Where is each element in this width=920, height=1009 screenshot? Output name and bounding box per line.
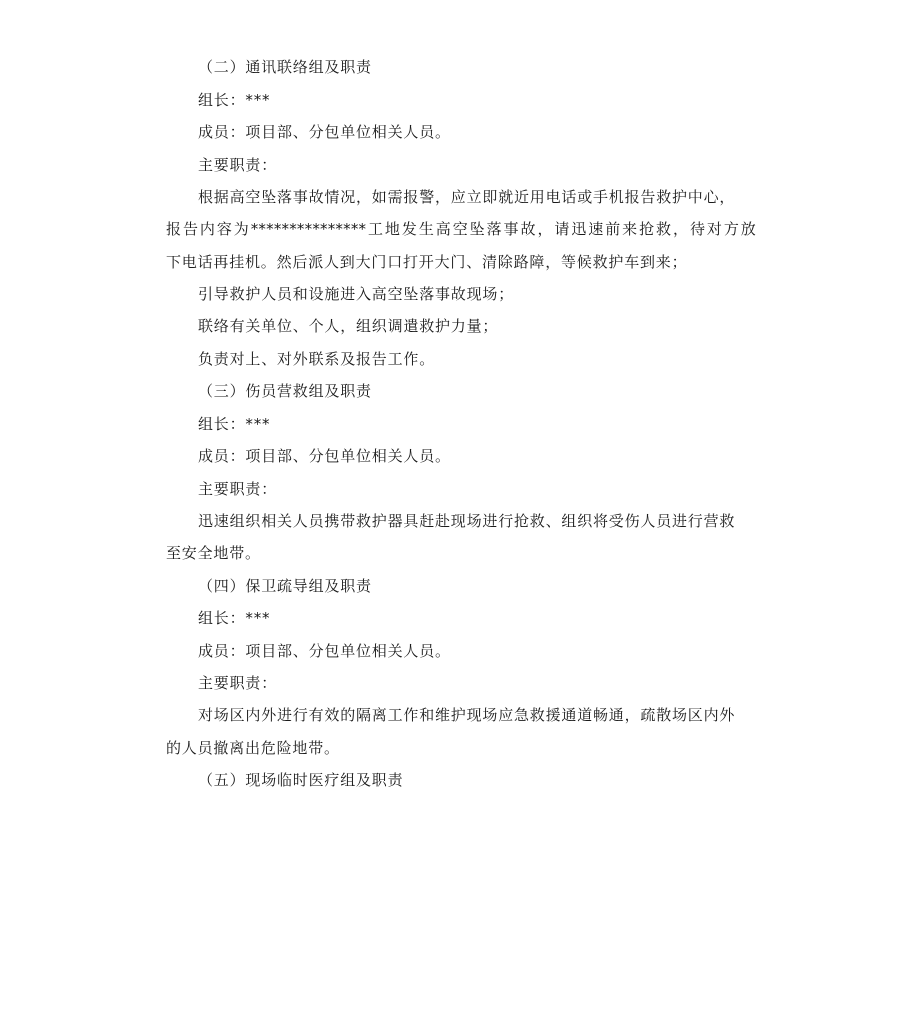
section2-duties-title: 主要职责： xyxy=(198,156,278,174)
section2-duty2: 引导救护人员和设施进入高空坠落事故现场； xyxy=(198,285,515,303)
section3-leader: 组长：*** xyxy=(198,415,271,433)
section4-members: 成员：项目部、分包单位相关人员。 xyxy=(198,642,451,660)
section2-members: 成员：项目部、分包单位相关人员。 xyxy=(198,123,451,141)
section-heading-medical: （五）现场临时医疗组及职责 xyxy=(198,771,404,789)
section2-duty1-line3: 下电话再挂机。然后派人到大门口打开大门、清除路障，等候救护车到来； xyxy=(166,253,688,271)
section2-duty4: 负责对上、对外联系及报告工作。 xyxy=(198,350,436,368)
section3-duty1-line2: 至安全地带。 xyxy=(166,544,261,562)
section-heading-rescue: （三）伤员营救组及职责 xyxy=(198,382,372,400)
section2-duty1-line1: 根据高空坠落事故情况，如需报警，应立即就近用电话或手机报告救护中心， xyxy=(198,188,736,206)
section2-leader: 组长：*** xyxy=(198,91,271,109)
section2-duty3: 联络有关单位、个人，组织调遣救护力量； xyxy=(198,317,499,335)
section4-duties-title: 主要职责： xyxy=(198,674,278,692)
section3-duties-title: 主要职责： xyxy=(198,480,278,498)
section3-duty1-line1: 迅速组织相关人员携带救护器具赶赴现场进行抢救、组织将受伤人员进行营救 xyxy=(198,512,736,530)
section3-members: 成员：项目部、分包单位相关人员。 xyxy=(198,447,451,465)
section-heading-security: （四）保卫疏导组及职责 xyxy=(198,577,372,595)
section4-duty1-line2: 的人员撤离出危险地带。 xyxy=(166,739,340,757)
section4-duty1-line1: 对场区内外进行有效的隔离工作和维护现场应急救援通道畅通，疏散场区内外 xyxy=(198,706,736,724)
section4-leader: 组长：*** xyxy=(198,609,271,627)
section2-duty1-line2: 报告内容为***************工地发生高空坠落事故，请迅速前来抢救，待对方放 xyxy=(166,220,756,238)
section-heading-communication: （二）通讯联络组及职责 xyxy=(198,58,372,76)
